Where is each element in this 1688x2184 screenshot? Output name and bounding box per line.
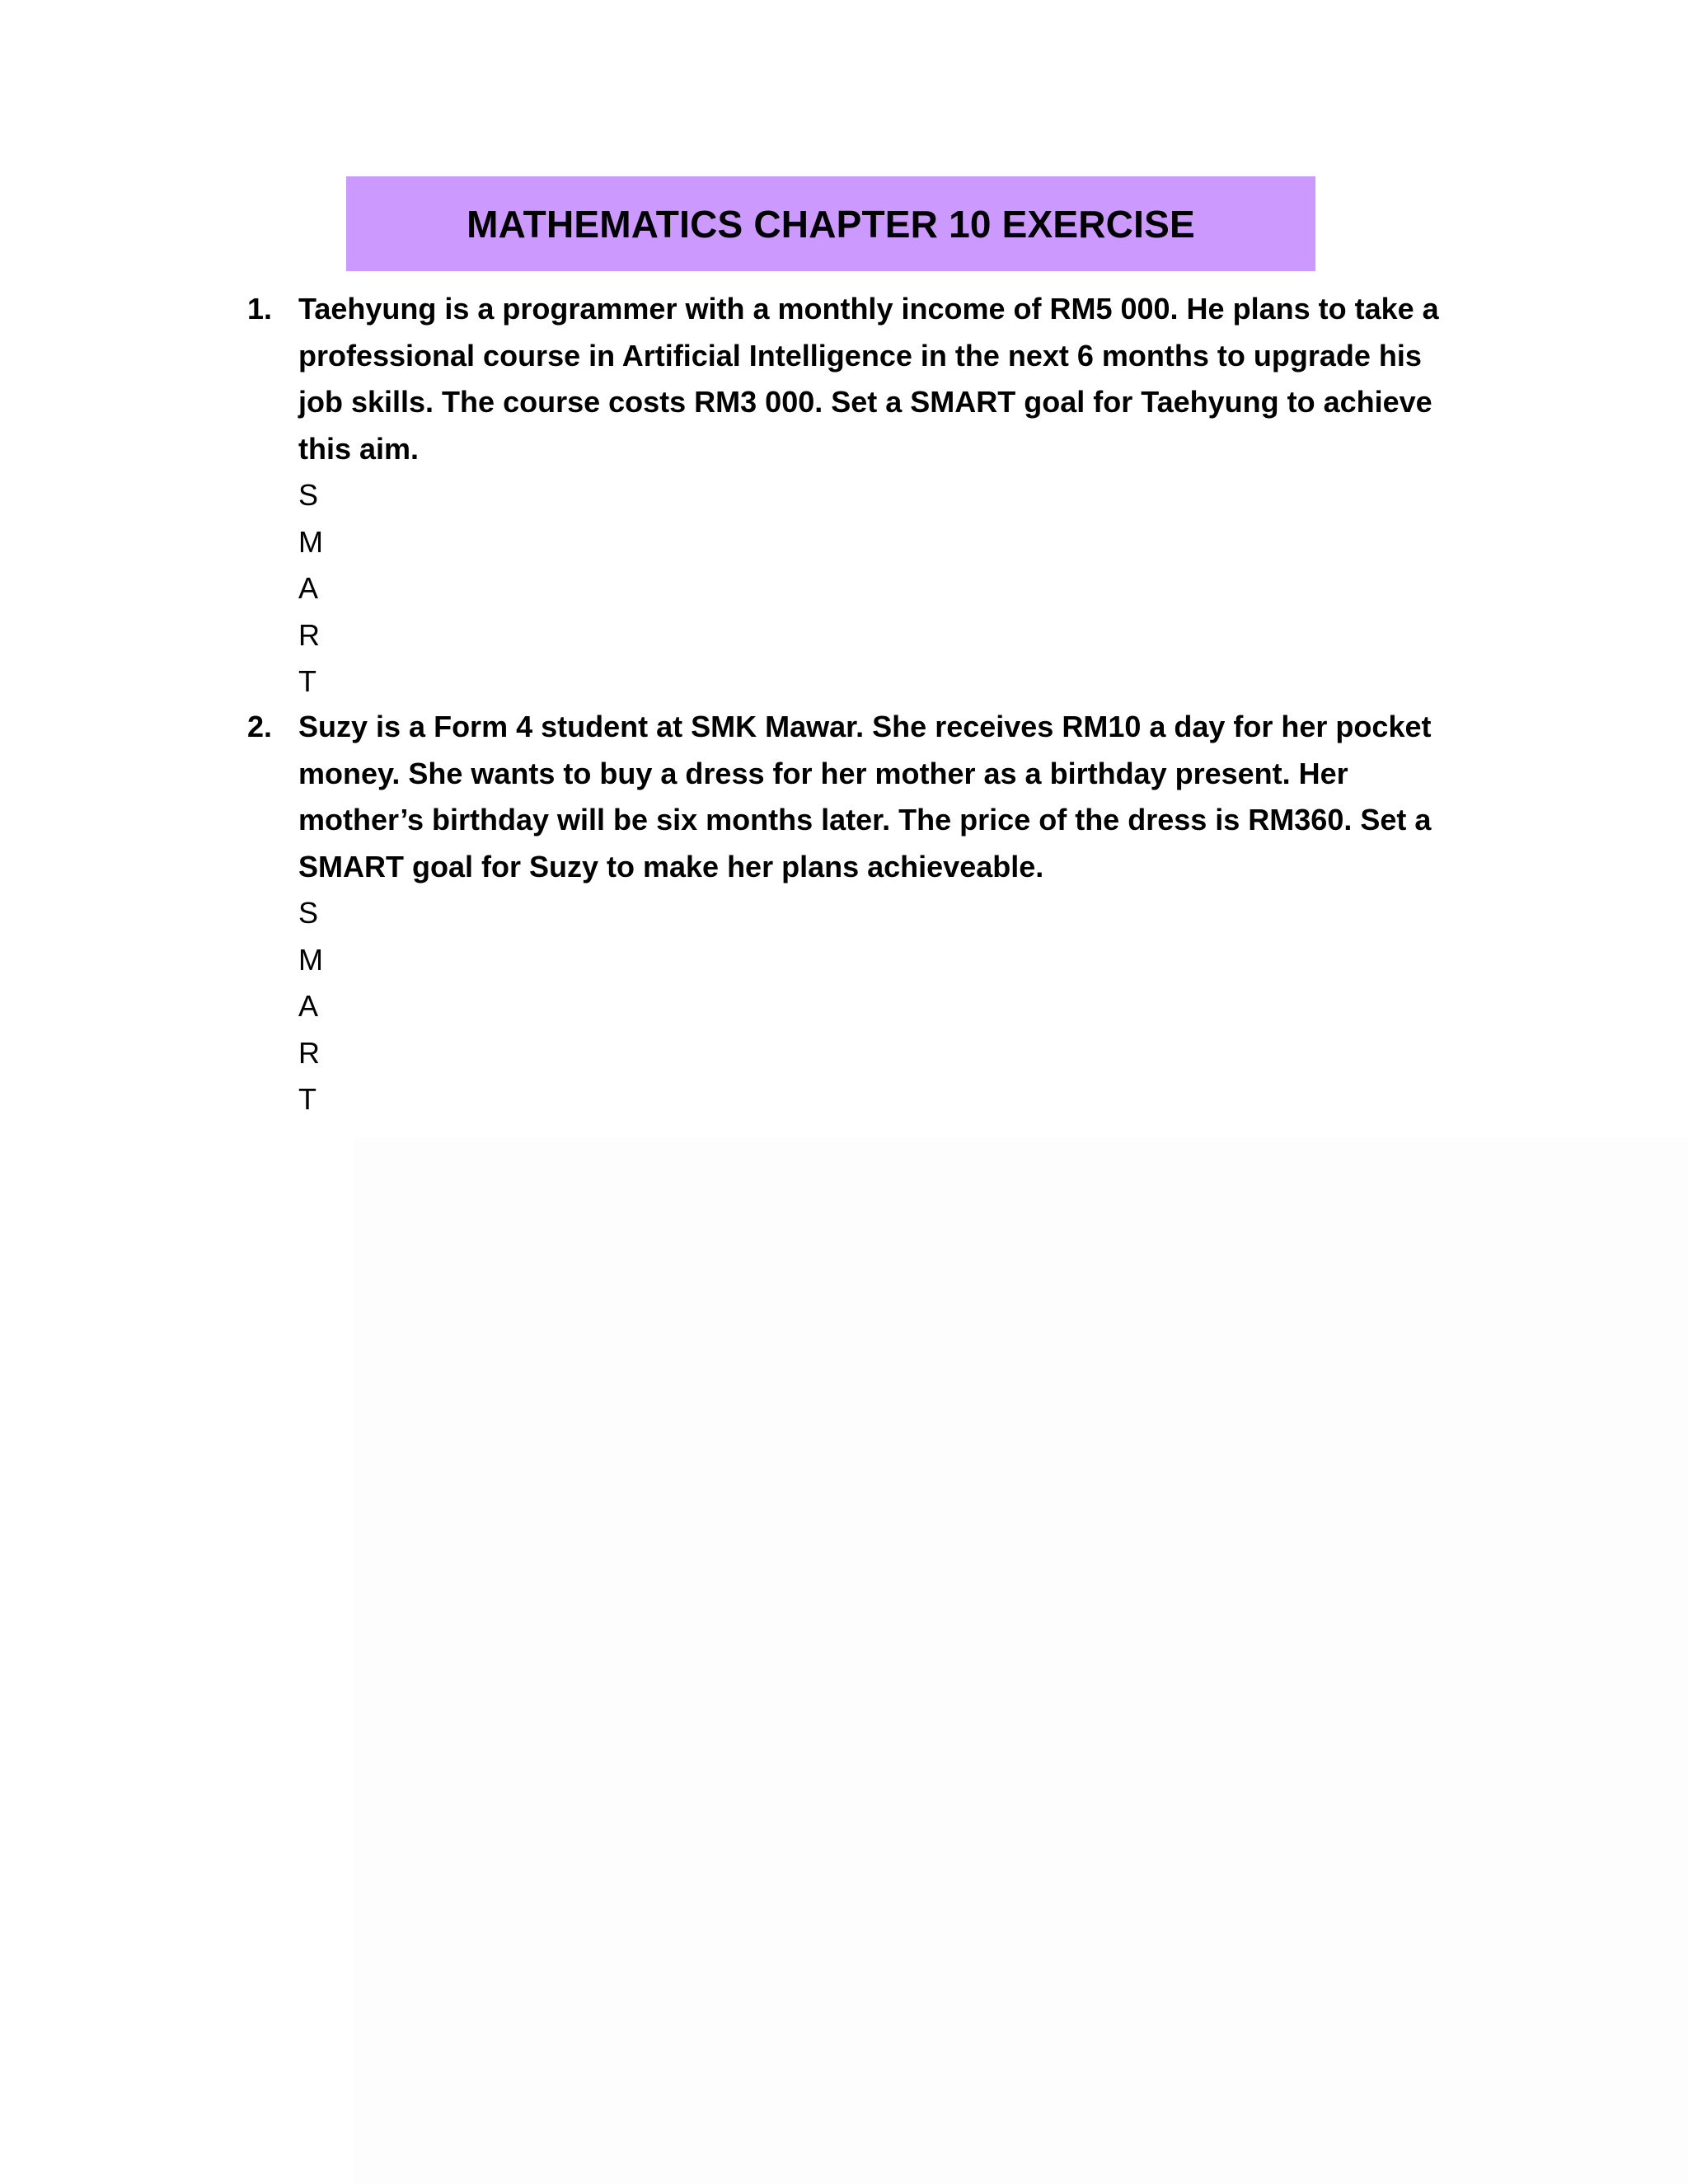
smart-letter-t: T xyxy=(298,1082,316,1116)
question-body xyxy=(298,704,1467,1123)
question-body xyxy=(298,286,1467,705)
question-number: 2. xyxy=(247,710,273,743)
page-background xyxy=(354,1137,1688,2184)
question-number: 1. xyxy=(247,292,273,326)
smart-letter-a: A xyxy=(298,571,319,605)
smart-letter-m: M xyxy=(298,942,323,977)
smart-letter-r: R xyxy=(298,1035,320,1070)
smart-list xyxy=(298,472,1467,705)
smart-letter-t: T xyxy=(298,664,316,698)
page-title: MATHEMATICS CHAPTER 10 EXERCISE xyxy=(467,202,1195,246)
question-1 xyxy=(247,286,1467,705)
smart-letter-s: S xyxy=(298,478,319,512)
smart-letter-s: S xyxy=(298,896,319,930)
title-banner xyxy=(346,176,1315,271)
smart-letter-a: A xyxy=(298,989,319,1023)
smart-letter-m: M xyxy=(298,524,323,559)
smart-letter-r: R xyxy=(298,617,320,652)
question-text: Taehyung is a programmer with a monthly income of RM5 000. He plans to take a professional course in Artificial Intelligence in the next 6 months to upgrade his job skills. The course costs RM3 000. Set a SMART goal for Taehyung to achieve this aim. xyxy=(298,292,1439,466)
question-2 xyxy=(247,704,1467,1123)
smart-list xyxy=(298,890,1467,1123)
question-text: Suzy is a Form 4 student at SMK Mawar. She receives RM10 a day for her pocket money. She wants to buy a dress for her mother as a birthday present. Her mother’s birthday will be six months later. The price of the dress is RM360. Set a SMART goal for Suzy to make her plans achieveable. xyxy=(298,710,1432,883)
